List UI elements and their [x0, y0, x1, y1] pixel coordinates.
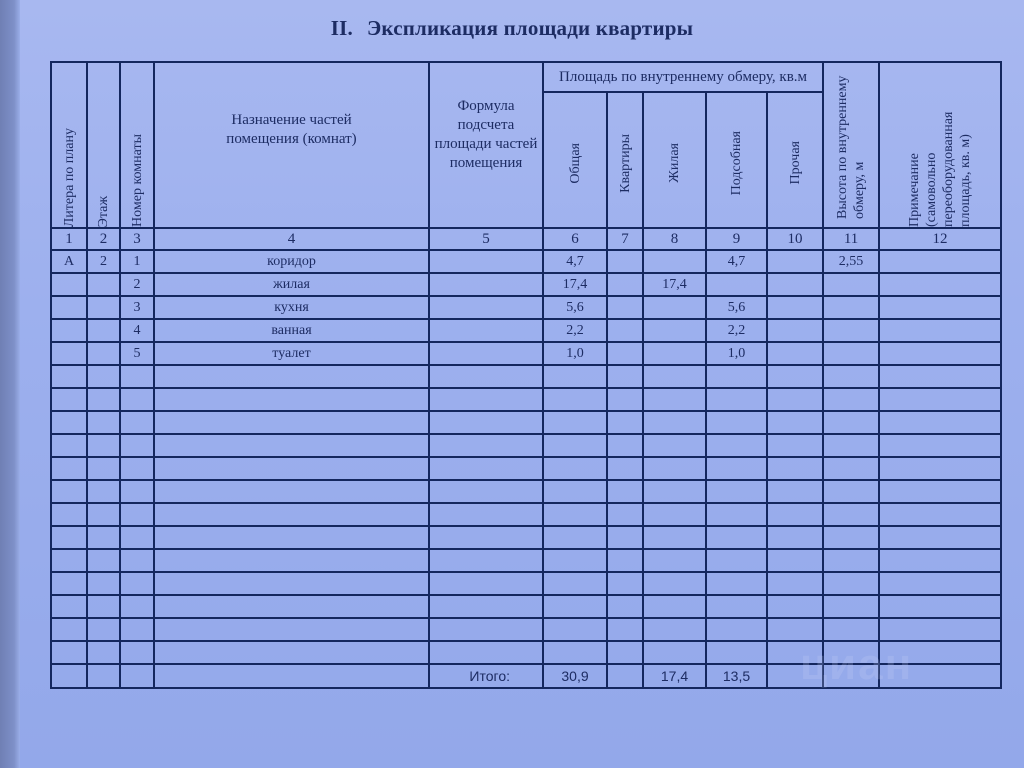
cell-litera	[51, 273, 87, 296]
cell-room	[120, 457, 154, 480]
cell-litera	[51, 503, 87, 526]
cell-note	[879, 388, 1001, 411]
cell-note	[879, 273, 1001, 296]
cell-total	[543, 434, 607, 457]
cell-total: 2,2	[543, 319, 607, 342]
column-number: 6	[543, 228, 607, 250]
cell-living	[643, 503, 706, 526]
cell-total	[543, 457, 607, 480]
column-number: 4	[154, 228, 429, 250]
cell-note	[879, 342, 1001, 365]
cell-floor	[87, 342, 120, 365]
cell-apartment	[607, 480, 643, 503]
empty-table-row	[51, 526, 1001, 549]
cell-note	[879, 250, 1001, 273]
totals-auxiliary: 13,5	[706, 664, 767, 688]
cell-room	[120, 641, 154, 664]
cell-living	[643, 388, 706, 411]
cell-height	[823, 388, 879, 411]
cell-living	[643, 641, 706, 664]
cell-living	[643, 595, 706, 618]
column-number: 7	[607, 228, 643, 250]
cell-empty	[51, 664, 87, 688]
empty-table-row	[51, 388, 1001, 411]
cell-room	[120, 411, 154, 434]
cell-empty	[87, 664, 120, 688]
cell-height	[823, 595, 879, 618]
cell-height	[823, 618, 879, 641]
document-title	[0, 16, 1024, 41]
cell-purpose	[154, 365, 429, 388]
cell-purpose: кухня	[154, 296, 429, 319]
cell-room: 5	[120, 342, 154, 365]
cell-total	[543, 595, 607, 618]
table-row	[51, 273, 1001, 296]
totals-total: 30,9	[543, 664, 607, 688]
cell-floor: 2	[87, 250, 120, 273]
cell-note	[879, 572, 1001, 595]
cell-living	[643, 411, 706, 434]
cell-living	[643, 480, 706, 503]
cell-room: 4	[120, 319, 154, 342]
cell-auxiliary	[706, 641, 767, 664]
header-other	[767, 92, 823, 228]
cell-other	[767, 503, 823, 526]
header-note	[879, 62, 1001, 228]
cell-floor	[87, 549, 120, 572]
cell-height	[823, 457, 879, 480]
cell-note	[879, 480, 1001, 503]
column-number: 10	[767, 228, 823, 250]
cell-purpose	[154, 618, 429, 641]
cell-room	[120, 572, 154, 595]
cell-other	[767, 365, 823, 388]
cell-note	[879, 365, 1001, 388]
cell-note	[879, 526, 1001, 549]
cell-note	[879, 434, 1001, 457]
cell-height	[823, 572, 879, 595]
cell-formula	[429, 296, 543, 319]
cell-auxiliary	[706, 411, 767, 434]
cell-height	[823, 273, 879, 296]
cell-note	[879, 618, 1001, 641]
explication-table	[50, 61, 1002, 689]
cell-room	[120, 434, 154, 457]
cell-room	[120, 388, 154, 411]
cell-purpose: коридор	[154, 250, 429, 273]
cell-formula	[429, 549, 543, 572]
cell-formula	[429, 457, 543, 480]
cell-auxiliary	[706, 388, 767, 411]
cell-floor	[87, 480, 120, 503]
table-row	[51, 319, 1001, 342]
header-litera	[51, 62, 87, 228]
vertical-header-label: Номер комнаты	[129, 134, 145, 227]
photo-background-edge	[0, 0, 20, 768]
vertical-header-label: Примечание (самовольно переоборудованная площадь, кв. м)	[907, 111, 974, 227]
cell-other	[767, 526, 823, 549]
cell-formula	[429, 641, 543, 664]
cell-other	[767, 572, 823, 595]
cell-formula	[429, 342, 543, 365]
cell-floor	[87, 641, 120, 664]
cell-litera	[51, 457, 87, 480]
cell-litera	[51, 434, 87, 457]
cell-total: 4,7	[543, 250, 607, 273]
cell-apartment	[607, 411, 643, 434]
cell-other	[767, 273, 823, 296]
cell-floor	[87, 296, 120, 319]
cell-purpose	[154, 480, 429, 503]
cell-auxiliary: 5,6	[706, 296, 767, 319]
cell-litera	[51, 296, 87, 319]
cell-other	[767, 388, 823, 411]
cell-apartment	[607, 572, 643, 595]
cell-apartment	[607, 641, 643, 664]
cell-litera	[51, 618, 87, 641]
section-numeral: II.	[330, 16, 353, 40]
cell-note	[879, 503, 1001, 526]
cell-room	[120, 595, 154, 618]
cell-empty	[154, 664, 429, 688]
cell-formula	[429, 434, 543, 457]
cell-floor	[87, 457, 120, 480]
cell-apartment	[607, 342, 643, 365]
cell-living: 17,4	[643, 273, 706, 296]
cell-height: 2,55	[823, 250, 879, 273]
table-row	[51, 296, 1001, 319]
cell-note	[879, 296, 1001, 319]
cell-height	[823, 319, 879, 342]
cell-total	[543, 572, 607, 595]
cell-note	[879, 411, 1001, 434]
cell-apartment	[607, 434, 643, 457]
cell-other	[767, 457, 823, 480]
cell-living	[643, 434, 706, 457]
cell-litera	[51, 595, 87, 618]
cell-height	[823, 342, 879, 365]
vertical-header-label: Подсобная	[729, 131, 744, 196]
cell-other	[767, 342, 823, 365]
column-number: 9	[706, 228, 767, 250]
cell-apartment	[607, 296, 643, 319]
vertical-header-label: Общая	[567, 142, 583, 184]
cell-auxiliary	[706, 273, 767, 296]
cell-living	[643, 296, 706, 319]
column-number: 2	[87, 228, 120, 250]
cell-auxiliary	[706, 480, 767, 503]
empty-table-row	[51, 503, 1001, 526]
cell-apartment	[607, 457, 643, 480]
cell-height	[823, 503, 879, 526]
cell-height	[823, 296, 879, 319]
cell-formula	[429, 411, 543, 434]
cell-other	[767, 296, 823, 319]
cell-living	[643, 618, 706, 641]
cell-total	[543, 641, 607, 664]
header-room-number	[120, 62, 154, 228]
cell-litera	[51, 526, 87, 549]
cell-height	[823, 365, 879, 388]
cell-auxiliary	[706, 595, 767, 618]
cell-litera	[51, 388, 87, 411]
column-number: 11	[823, 228, 879, 250]
vertical-header-label: Жилая	[667, 143, 682, 184]
vertical-header-label: Высота по внутреннему обмеру, м	[835, 75, 868, 219]
cell-living	[643, 319, 706, 342]
cell-litera	[51, 319, 87, 342]
column-number: 5	[429, 228, 543, 250]
cell-living	[643, 250, 706, 273]
header-formula: Формула подсчета площади частей помещения	[429, 62, 543, 228]
cell-living	[643, 549, 706, 572]
cell-litera: А	[51, 250, 87, 273]
cell-litera	[51, 365, 87, 388]
cell-floor	[87, 388, 120, 411]
vertical-header-label: Квартиры	[617, 133, 633, 193]
header-floor	[87, 62, 120, 228]
cell-apartment	[607, 618, 643, 641]
cell-litera	[51, 411, 87, 434]
cell-floor	[87, 526, 120, 549]
cell-note	[879, 595, 1001, 618]
cell-floor	[87, 411, 120, 434]
cell-apartment	[607, 549, 643, 572]
cell-room	[120, 526, 154, 549]
cell-floor	[87, 595, 120, 618]
cell-total: 1,0	[543, 342, 607, 365]
cell-formula	[429, 480, 543, 503]
cell-formula	[429, 572, 543, 595]
cell-purpose	[154, 457, 429, 480]
cell-room: 2	[120, 273, 154, 296]
cell-auxiliary	[706, 457, 767, 480]
cell-height	[823, 549, 879, 572]
column-number: 8	[643, 228, 706, 250]
cell-living	[643, 342, 706, 365]
cell-formula	[429, 273, 543, 296]
cell-litera	[51, 549, 87, 572]
cell-floor	[87, 618, 120, 641]
cell-formula	[429, 250, 543, 273]
totals-living: 17,4	[643, 664, 706, 688]
cell-total	[543, 388, 607, 411]
cell-purpose	[154, 388, 429, 411]
cell-apartment	[607, 319, 643, 342]
cell-living	[643, 365, 706, 388]
column-number: 3	[120, 228, 154, 250]
cell-other	[767, 595, 823, 618]
header-apartment	[607, 92, 643, 228]
cell-floor	[87, 273, 120, 296]
cell-empty	[120, 664, 154, 688]
cell-auxiliary: 2,2	[706, 319, 767, 342]
header-area-group: Площадь по внутреннему обмеру, кв.м	[543, 62, 823, 92]
cell-auxiliary	[706, 526, 767, 549]
cell-auxiliary: 1,0	[706, 342, 767, 365]
cell-litera	[51, 572, 87, 595]
empty-table-row	[51, 457, 1001, 480]
cell-litera	[51, 641, 87, 664]
cell-auxiliary	[706, 434, 767, 457]
cell-purpose: жилая	[154, 273, 429, 296]
empty-table-row	[51, 480, 1001, 503]
cell-other	[767, 480, 823, 503]
cell-purpose	[154, 411, 429, 434]
cell-purpose	[154, 549, 429, 572]
cell-floor	[87, 319, 120, 342]
cell-room	[120, 618, 154, 641]
column-numbers-row	[51, 228, 1001, 250]
cell-total	[543, 480, 607, 503]
cell-height	[823, 480, 879, 503]
cell-total	[543, 618, 607, 641]
cell-room: 3	[120, 296, 154, 319]
header-auxiliary	[706, 92, 767, 228]
cell-room	[120, 480, 154, 503]
cell-purpose: ванная	[154, 319, 429, 342]
cell-formula	[429, 618, 543, 641]
cell-room	[120, 503, 154, 526]
cell-total	[543, 365, 607, 388]
vertical-header-label: Прочая	[787, 141, 803, 185]
cell-total: 5,6	[543, 296, 607, 319]
cell-purpose: туалет	[154, 342, 429, 365]
header-purpose: Назначение частей помещения (комнат)	[154, 62, 429, 228]
cell-total	[543, 526, 607, 549]
empty-table-row	[51, 365, 1001, 388]
cell-floor	[87, 434, 120, 457]
cell-purpose	[154, 595, 429, 618]
cell-other	[767, 549, 823, 572]
empty-table-row	[51, 572, 1001, 595]
empty-table-row	[51, 549, 1001, 572]
cell-auxiliary	[706, 365, 767, 388]
cell-formula	[429, 503, 543, 526]
title-text: Экспликация площади квартиры	[366, 16, 694, 40]
cell-note	[879, 319, 1001, 342]
cell-formula	[429, 595, 543, 618]
cell-total	[543, 549, 607, 572]
cell-apartment	[607, 250, 643, 273]
cell-other	[767, 411, 823, 434]
header-height	[823, 62, 879, 228]
cell-litera	[51, 480, 87, 503]
empty-table-row	[51, 434, 1001, 457]
cell-purpose	[154, 503, 429, 526]
cell-total	[543, 411, 607, 434]
empty-table-row	[51, 595, 1001, 618]
empty-table-row	[51, 618, 1001, 641]
cell-other	[767, 618, 823, 641]
cell-room	[120, 365, 154, 388]
cell-apartment	[607, 388, 643, 411]
cell-auxiliary	[706, 618, 767, 641]
cell-formula	[429, 365, 543, 388]
cell-auxiliary	[706, 503, 767, 526]
table-row	[51, 342, 1001, 365]
column-number: 12	[879, 228, 1001, 250]
totals-apartment	[607, 664, 643, 688]
cell-note	[879, 549, 1001, 572]
cell-total: 17,4	[543, 273, 607, 296]
cell-height	[823, 411, 879, 434]
cell-formula	[429, 319, 543, 342]
empty-table-row	[51, 411, 1001, 434]
cell-auxiliary	[706, 572, 767, 595]
cell-auxiliary	[706, 549, 767, 572]
cell-purpose	[154, 526, 429, 549]
cell-auxiliary: 4,7	[706, 250, 767, 273]
cell-room	[120, 549, 154, 572]
cell-floor	[87, 365, 120, 388]
header-total-area	[543, 92, 607, 228]
cell-living	[643, 457, 706, 480]
watermark-logo: циан	[800, 640, 914, 689]
cell-height	[823, 526, 879, 549]
cell-apartment	[607, 526, 643, 549]
cell-other	[767, 434, 823, 457]
header-living	[643, 92, 706, 228]
cell-total	[543, 503, 607, 526]
cell-purpose	[154, 641, 429, 664]
cell-apartment	[607, 365, 643, 388]
cell-floor	[87, 503, 120, 526]
cell-floor	[87, 572, 120, 595]
cell-formula	[429, 526, 543, 549]
cell-other	[767, 250, 823, 273]
totals-label: Итого:	[429, 664, 543, 688]
cell-note	[879, 457, 1001, 480]
cell-other	[767, 319, 823, 342]
cell-litera	[51, 342, 87, 365]
cell-apartment	[607, 503, 643, 526]
cell-apartment	[607, 273, 643, 296]
column-number: 1	[51, 228, 87, 250]
cell-living	[643, 526, 706, 549]
cell-apartment	[607, 595, 643, 618]
cell-purpose	[154, 572, 429, 595]
cell-living	[643, 572, 706, 595]
cell-formula	[429, 388, 543, 411]
cell-room: 1	[120, 250, 154, 273]
vertical-header-label: Этаж	[96, 195, 111, 227]
vertical-header-label: Литера по плану	[61, 127, 77, 227]
cell-purpose	[154, 434, 429, 457]
cell-height	[823, 434, 879, 457]
table-row	[51, 250, 1001, 273]
